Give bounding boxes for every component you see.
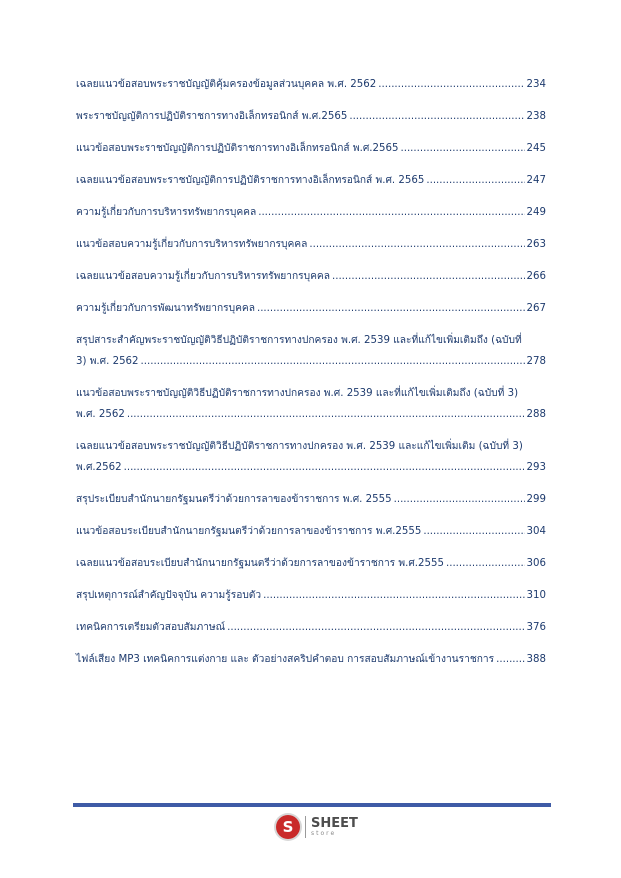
toc-entry-page: 263 — [526, 239, 546, 250]
toc-entry[interactable] — [76, 330, 546, 372]
toc-entry-page: 388 — [526, 654, 546, 665]
toc-entry[interactable] — [76, 106, 546, 127]
toc-entry-page: 267 — [526, 303, 546, 314]
toc-entry-page: 299 — [526, 494, 546, 505]
toc-entry-title-continued: 3) พ.ศ. 2562 — [76, 356, 139, 367]
toc-entry-title: ความรู้เกี่ยวกับการบริหารทรัพยากรบุคคล — [76, 207, 257, 218]
toc-leader-dots — [309, 234, 524, 255]
toc-leader-dots — [400, 138, 524, 159]
toc-entry[interactable] — [76, 489, 546, 510]
toc-leader-dots — [258, 202, 524, 223]
table-of-contents — [76, 74, 546, 681]
sheet-store-logo — [276, 815, 358, 839]
toc-entry-page: 234 — [526, 79, 546, 90]
toc-entry[interactable] — [76, 234, 546, 255]
toc-leader-dots — [496, 649, 524, 670]
toc-entry[interactable] — [76, 383, 546, 425]
toc-entry-title: เฉลยแนวข้อสอบพระราชบัญญัติการปฏิบัติราชการทางอิเล็กทรอนิกส์ พ.ศ. 2565 — [76, 175, 425, 186]
toc-entry-title: เทคนิคการเตรียมตัวสอบสัมภาษณ์ — [76, 622, 226, 633]
toc-leader-dots — [263, 585, 524, 606]
toc-entry-title: สรุปสาระสำคัญพระราชบัญญัติวิธีปฏิบัติราชการทางปกครอง พ.ศ. 2539 และที่แก้ไขเพิ่มเติมถึง (ฉบับที่ — [76, 335, 522, 346]
toc-entry-page: 376 — [526, 622, 546, 633]
toc-leader-dots — [349, 106, 524, 127]
toc-entry-page: 288 — [526, 409, 546, 420]
logo-sub-text: store — [311, 830, 337, 837]
toc-entry-title: แนวข้อสอบพระราชบัญญัติการปฏิบัติราชการทางอิเล็กทรอนิกส์ พ.ศ.2565 — [76, 143, 399, 154]
toc-entry-page: 293 — [526, 462, 546, 473]
toc-entry-title: สรุประเบียบสำนักนายกรัฐมนตรีว่าด้วยการลาของข้าราชการ พ.ศ. 2555 — [76, 494, 392, 505]
toc-entry-page: 238 — [526, 111, 546, 122]
toc-leader-dots — [426, 170, 524, 191]
toc-entry[interactable] — [76, 553, 546, 574]
toc-entry-title: พระราชบัญญัติการปฏิบัติราชการทางอิเล็กทรอนิกส์ พ.ศ.2565 — [76, 111, 348, 122]
toc-entry-page: 310 — [526, 590, 546, 601]
toc-entry-title: แนวข้อสอบระเบียบสำนักนายกรัฐมนตรีว่าด้วยการลาของข้าราชการ พ.ศ.2555 — [76, 526, 422, 537]
toc-leader-dots — [332, 266, 525, 287]
toc-entry-page: 266 — [526, 271, 546, 282]
toc-leader-dots — [127, 404, 525, 425]
toc-entry-page: 278 — [526, 356, 546, 367]
toc-leader-dots — [227, 617, 524, 638]
toc-leader-dots — [446, 553, 525, 574]
toc-entry-title: แนวข้อสอบพระราชบัญญัติวิธีปฏิบัติราชการทางปกครอง พ.ศ. 2539 และที่แก้ไขเพิ่มเติมถึง (ฉบับที่ 3) — [76, 388, 519, 399]
toc-entry[interactable] — [76, 170, 546, 191]
toc-entry[interactable] — [76, 649, 546, 670]
toc-entry[interactable] — [76, 521, 546, 542]
toc-leader-dots — [423, 521, 524, 542]
toc-entry-page: 249 — [526, 207, 546, 218]
logo-s-icon: S — [276, 815, 300, 839]
toc-entry-page: 247 — [526, 175, 546, 186]
toc-leader-dots — [141, 351, 525, 372]
toc-entry[interactable] — [76, 585, 546, 606]
logo-divider — [305, 816, 306, 838]
toc-entry-title: ไฟล์เสียง MP3 เทคนิคการแต่งกาย และ ตัวอย่างสคริปคำตอบ การสอบสัมภาษณ์เข้างานราชการ — [76, 654, 495, 665]
toc-entry[interactable] — [76, 74, 546, 95]
toc-entry[interactable] — [76, 298, 546, 319]
toc-entry-title-continued: พ.ศ.2562 — [76, 462, 122, 473]
toc-leader-dots — [394, 489, 525, 510]
toc-entry-title: เฉลยแนวข้อสอบระเบียบสำนักนายกรัฐมนตรีว่าด้วยการลาของข้าราชการ พ.ศ.2555 — [76, 558, 444, 569]
toc-leader-dots — [257, 298, 525, 319]
toc-entry-title: เฉลยแนวข้อสอบพระราชบัญญัติคุ้มครองข้อมูลส่วนบุคคล พ.ศ. 2562 — [76, 79, 377, 90]
toc-entry-title: เฉลยแนวข้อสอบพระราชบัญญัติวิธีปฏิบัติราชการทางปกครอง พ.ศ. 2539 และแก้ไขเพิ่มเติม (ฉบับที่ 3) — [76, 441, 523, 452]
toc-entry-page: 245 — [526, 143, 546, 154]
toc-leader-dots — [124, 457, 525, 478]
toc-entry-title: แนวข้อสอบความรู้เกี่ยวกับการบริหารทรัพยากรบุคคล — [76, 239, 308, 250]
toc-entry-title: ความรู้เกี่ยวกับการพัฒนาทรัพยากรบุคคล — [76, 303, 255, 314]
toc-entry[interactable] — [76, 138, 546, 159]
footer-divider — [73, 803, 551, 807]
toc-entry[interactable] — [76, 266, 546, 287]
toc-entry-page: 304 — [526, 526, 546, 537]
toc-leader-dots — [378, 74, 524, 95]
toc-entry[interactable] — [76, 617, 546, 638]
toc-entry-page: 306 — [526, 558, 546, 569]
toc-entry-title: สรุปเหตุการณ์สำคัญปัจจุบัน ความรู้รอบตัว — [76, 590, 262, 601]
toc-entry-title-continued: พ.ศ. 2562 — [76, 409, 125, 420]
logo-brand-text: SHEET — [311, 816, 358, 831]
toc-entry[interactable] — [76, 202, 546, 223]
toc-entry-title: เฉลยแนวข้อสอบความรู้เกี่ยวกับการบริหารทรัพยากรบุคคล — [76, 271, 330, 282]
toc-entry[interactable] — [76, 436, 546, 478]
